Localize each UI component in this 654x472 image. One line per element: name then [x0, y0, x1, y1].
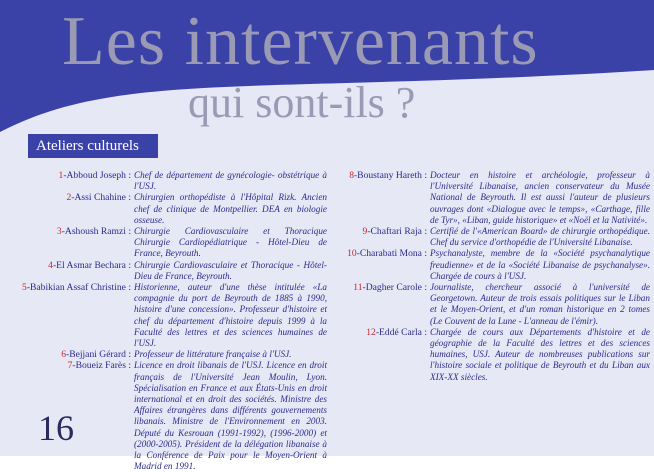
speaker-name-cell	[330, 248, 427, 282]
speakers-right-column	[330, 170, 652, 383]
speaker-entry	[0, 226, 330, 260]
speaker-entry	[0, 192, 330, 226]
speaker-name-cell	[330, 282, 427, 327]
speaker-description: Journaliste, chercheur associé à l'université de Georgetown. Auteur de trois essais politiques sur le Liban et le Moyen-Orient, et d'un roman historique en 2 tomes (Le Couvent de la Lune - L'anneau de l'émir).	[430, 282, 650, 326]
speaker-name-cell	[0, 226, 131, 260]
speaker-number: 11	[353, 282, 363, 294]
section-badge: Ateliers culturels	[28, 134, 158, 158]
page-number: 16	[38, 408, 74, 448]
speaker-description: Professeur de littérature française à l'USJ.	[134, 349, 292, 360]
speaker-description: Chirurgie Cardiovasculaire et Thoracique - Hôtel-Dieu de France, Beyrouth.	[134, 259, 327, 281]
speaker-number: 6	[61, 349, 66, 361]
speaker-name: -Babikian Assaf Christine :	[26, 282, 131, 294]
speaker-entry	[0, 170, 330, 192]
speaker-name: -El Asmar Bechara :	[52, 259, 131, 271]
speaker-name: -Bejjani Gérard :	[66, 349, 131, 361]
speaker-description: Docteur en histoire et archéologie, professeur à l'Université Libanaise, ancien conservateur du Musée National de Beyrouth. Il est aussi l'auteur de plusieurs ouvrages dont «Dialogue avec le temps», «Carthage, fille de Tyr», «Liban, guide historique» et «Noël et la Nativité».	[430, 170, 650, 225]
speaker-name: -Chaftari Raja :	[367, 226, 427, 238]
speaker-entry	[0, 282, 330, 349]
page-title: Les intervenants	[62, 3, 539, 80]
speaker-description: Chirurgie Cardiovasculaire et Thoracique Chirurgie Cardiopédiatrique - Hôtel-Dieu de France, Beyrouth.	[134, 226, 327, 259]
speaker-number: 3	[56, 226, 62, 238]
speaker-description: Licence en droit libanais de l'USJ. Licence en droit français de l'Université Jean Moulin, Lyon. Spécialisation en France et aux États-Unis en droit international et en droit des sociétés. Ministre des Affaires étrangères dans différents gouvernements libanais. Ministre de l'Environnement en 2003. Député du Kesrouan (1991-1992), (1996-2000) et (2000-2005). Président de la délégation libanaise à la Conférence de Paix pour le Moyen-Orient à Madrid en 1991.	[134, 360, 327, 472]
speaker-entry	[330, 327, 652, 383]
speaker-name: -Assi Chahine :	[71, 192, 131, 204]
speaker-name: -Abboud Joseph :	[63, 170, 131, 181]
speaker-description: Psychanalyste, membre de la «Société psychanalytique freudienne» et de la «Société Libanaise de psychanalyse». Chargée de cours à l'USJ.	[430, 248, 650, 281]
speaker-name-cell	[330, 226, 427, 248]
speaker-name-cell	[330, 327, 427, 383]
speaker-name-cell	[0, 170, 131, 192]
speaker-name-cell	[330, 170, 427, 226]
speaker-entry	[330, 248, 652, 282]
speaker-description: Chargée de cours aux Départements d'histoire et de géographie de la Faculté des lettres et des sciences humaines, USJ. Auteur de nombreuses publications sur l'histoire sociale et politique de Beyrouth et du Liban aux XIX-XX siècles.	[430, 326, 650, 382]
speaker-entry	[0, 260, 330, 282]
speaker-name-cell	[0, 260, 131, 282]
speaker-number: 5	[22, 282, 27, 294]
speaker-name: -Charabati Mona :	[356, 248, 427, 260]
speaker-number: 7	[67, 360, 73, 372]
speaker-description: Historienne, auteur d'une thèse intitulée «La compagnie du port de Beyrouth de 1885 à 1990, histoire d'une concession». Professeur d'histoire et chef du département d'histoire depuis 1999 à la Faculté des lettres et des sciences humaines de l'USJ.	[134, 282, 327, 349]
speaker-name: -Dagher Carole :	[362, 282, 427, 294]
speaker-entry	[330, 226, 652, 248]
speaker-number: 9	[362, 226, 368, 238]
speaker-entry	[330, 170, 652, 226]
speaker-name: -Boueiz Farès :	[72, 360, 131, 372]
speaker-name-cell	[0, 349, 131, 360]
speaker-number: 2	[66, 192, 72, 204]
speaker-name-cell	[0, 192, 131, 226]
speaker-description: Chirurgien orthopédiste à l'Hôpital Rizk. Ancien chef de clinique de Montpellier. DEA en biologie osseuse.	[134, 192, 327, 225]
speaker-description: Chef de département de gynécologie- obstétrique à l'USJ.	[134, 170, 327, 192]
speaker-number: 12	[366, 326, 376, 338]
speaker-description: Certifié de l'«American Board» de chirurgie orthopédique. Chef du service d'orthopédie de l'Université Libanaise.	[430, 226, 650, 248]
page-subtitle: qui sont-ils ?	[188, 78, 416, 127]
speaker-number: 1	[58, 170, 64, 181]
speaker-entry	[330, 282, 652, 327]
speaker-number: 8	[349, 170, 354, 181]
speaker-name: -Ashoush Ramzi :	[61, 226, 131, 238]
speaker-number: 10	[347, 248, 357, 260]
speaker-name-cell	[0, 282, 131, 349]
speaker-name: -Boustany Hareth :	[353, 170, 427, 181]
speaker-number: 4	[48, 259, 53, 271]
speaker-entry	[0, 349, 330, 360]
speaker-name: -Eddé Carla :	[375, 326, 427, 338]
